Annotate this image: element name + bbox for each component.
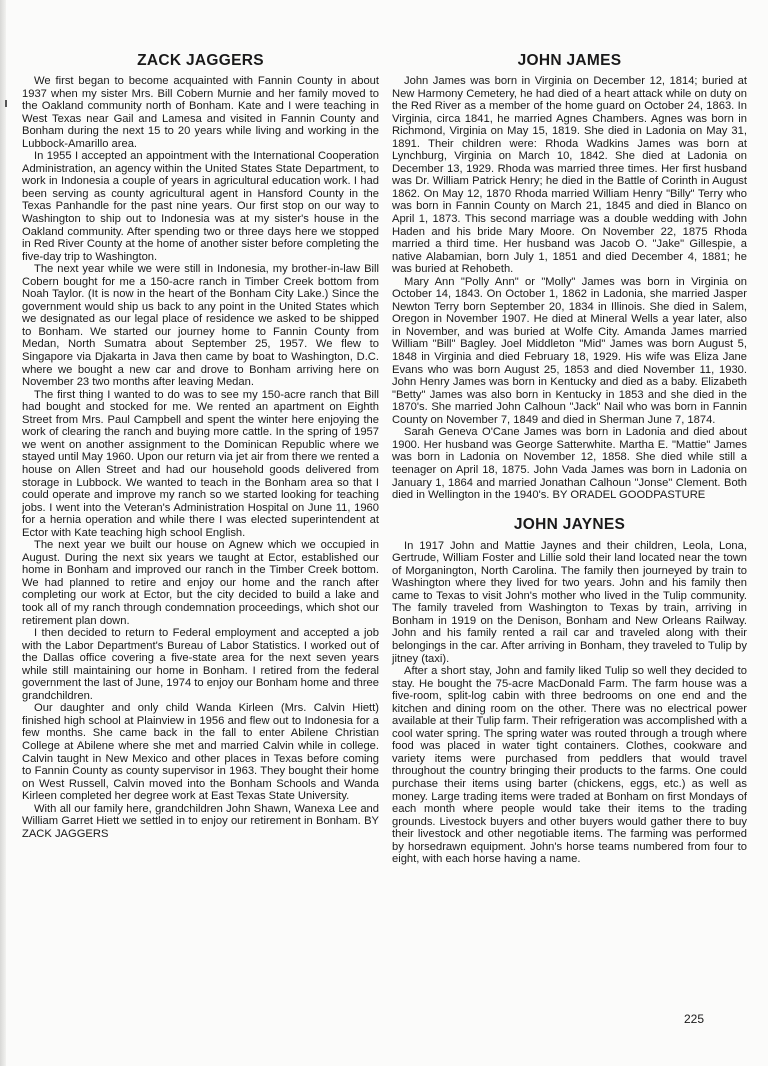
left-column: [22, 52, 379, 840]
article-title-john-jaynes: JOHN JAYNES: [513, 515, 626, 533]
paragraph: In 1917 John and Mattie Jaynes and their children, Leola, Lona, Gertrude, William Foster and Lillie sold their land located near the town of Morganington, North Carolina. The family then journeyed by train to Washington where they lived for two years. John and his family then came to Texas to visit John's mother who lived in the Tulip community. The family traveled from Washington to Texas by train, arriving in Bonham in 1919 on the Denison, Bonham and New Orleans Railway. John and his family rented a rail car and traveled along with their belongings in the car. After arriving in Bonham, they traveled to Tulip by jitney (taxi).: [392, 539, 747, 665]
paragraph-byline: Sarah Geneva O'Cane James was born in Ladonia and died about 1900. Her husband was George Satterwhite. Martha E. "Mattie" James was born in Ladonia on November 12, 1858. She died while still a teenager on April 18, 1875. John Vada James was born in Ladonia on January 1, 1864 and married Jonathan Calhoun "Jonse" Clement. Both died in Wellington in the 1940's. BY ORADEL GOODPASTURE: [392, 426, 747, 502]
scan-edge-shadow: [0, 0, 6, 1066]
article-title-zack-jaggers: ZACK JAGGERS: [137, 52, 264, 69]
right-column: [392, 52, 747, 866]
page-number: 225: [684, 1012, 705, 1026]
paragraph: The next year while we were still in Indonesia, my brother-in-law Bill Cobern bought for me a 150-acre ranch in Timber Creek bottom from Noah Taylor. (It is now in the heart of the Bonham City Lake.) Since the government would ship us back to any point in the United States which we designated as our legal place of residence we asked to be shipped to Bonham. We started our journey home to Fannin County from Medan, North Sumatra about September 25, 1957. We flew to Singapore via Djakarta in Java then came by boat to Washington, D.C. where we bought a new car and drove to Bonham arriving here on November 23 two months after leaving Medan.: [22, 263, 379, 389]
paragraph-byline: With all our family here, grandchildren John Shawn, Wanexa Lee and William Garret Hiett we settled in to enjoy our retirement in Bonham. BY ZACK JAGGERS: [22, 802, 379, 840]
paragraph: Our daughter and only child Wanda Kirleen (Mrs. Calvin Hiett) finished high school at Plainview in 1956 and flew out to Indonesia for a few months. She came back in the fall to enter Abilene Christian College at Abilene where she met and married Calvin while in college. Calvin taught in New Mexico and other places in Texas before coming to Fannin County as county supervisor in 1963. They bought their home on West Russell, Calvin moved into the Bonham Schools and Wanda Kirleen completed her degree work at East Texas State University.: [22, 702, 379, 803]
margin-mark: [5, 100, 7, 107]
paragraph: The first thing I wanted to do was to see my 150-acre ranch that Bill had bought and stocked for me. We rented an apartment on Eighth Street from Mrs. Paul Campbell and spent the winter here enjoying the work of clearing the ranch and buying more cattle. In the spring of 1957 we went on another assignment to the Dominican Republic where we stayed until May 1960. Upon our return via jet air from there we rented a house on Allen Street and had our household goods delivered from storage in Lubbock. We wanted to teach in the Bonham area so that I could operate and improve my ranch so we started looking for teaching jobs. I went into the Veteran's Administration Hospital on June 11, 1960 for a hernia operation and while there I was elected superintendent at Ector with Kate teaching high school English.: [22, 388, 379, 539]
paragraph: Mary Ann "Polly Ann" or "Molly" James was born in Virginia on October 14, 1843. On October 1, 1862 in Ladonia, she married Jasper Newton Terry born September 20, 1834 in Illinois. She died in Salem, Oregon in November 1907. He died at Mineral Wells a year later, also in November, and was buried at Wolfe City. Amanda James married William "Bill" Bagley. Joel Middleton "Mid" James was born August 5, 1848 in Virginia and died February 18, 1929. His wife was Eliza Jane Evans who was born August 25, 1853 and died November 11, 1930. John Henry James was born in Kentucky and died as a baby. Elizabeth "Betty" James was also born in Kentucky in 1853 and she died in the 1870's. She married John Calhoun "Jack" Nail who was born in Fannin County on November 7, 1849 and died in Sherman June 7, 1874.: [392, 275, 747, 426]
article-title-john-james: JOHN JAMES: [517, 52, 622, 69]
paragraph: In 1955 I accepted an appointment with the International Cooperation Administration, an agency within the United States State Department, to work in Indonesia a couple of years in agricultural education work. I had been serving as county agricultural agent in Hansford County in the Texas Panhandle for the past nine years. Our first stop on our way to Washington to ship out to Indonesia was at my sister's house in the Oakland community. After spending two or three days here we stopped in Red River County at the home of another sister before completing the five-day trip to Washington.: [22, 150, 379, 263]
paragraph: The next year we built our house on Agnew which we occupied in August. During the next six years we taught at Ector, established our home in Bonham and improved our ranch in the Timber Creek bottom. We had planned to retire and enjoy our home and the ranch after completing our work at Ector, but the city decided to build a lake and took all of my ranch through condemnation proceedings, which shot our retirement plan down.: [22, 539, 379, 627]
paragraph: John James was born in Virginia on December 12, 1814; buried at New Harmony Cemetery, he had died of a heart attack while on duty on the Red River as a member of the home guard on October 24, 1863. In Virginia, circa 1841, he married Agnes Chambers. Agnes was born in Richmond, Virginia on May 15, 1819. She died in Ladonia on May 31, 1891. Their children were: Rhoda Wadkins James was born at Lynchburg, Virginia on March 10, 1842. She died at Ladonia on December 13, 1929. Rhoda was married three times. Her first husband was Dr. William Patrick Henry; he died in the Battle of Corinth in August 1862. On May 12, 1870 Rhoda married William Henry "Billy" Terry who was born in Fannin County on March 21, 1845 and died in Blanco on April 1, 1873. This second marriage was a double wedding with John Haden and his bride Mary Moore. On November 22, 1875 Rhoda married a third time. Her husband was Jacob O. "Jake" Gillespie, a native Alabamian, born July 1, 1851 and died December 4, 1881; he was buried at Rehobeth.: [392, 75, 747, 276]
paragraph: I then decided to return to Federal employment and accepted a job with the Labor Department's Bureau of Labor Statistics. I worked out of the Dallas office covering a five-state area for the next seven years while still maintaining our home in Bonham. I retired from the federal government the last of June, 1974 to enjoy our Bonham home and three grandchildren.: [22, 627, 379, 702]
paragraph: After a short stay, John and family liked Tulip so well they decided to stay. He bought the 75-acre MacDonald Farm. The farm house was a five-room, split-log cabin with three bedrooms on one end and the kitchen and dining room on the other. There was no electrical power available at their Tulip farm. Their refrigeration was accomplished with a cool water spring. The spring water was routed through a trough where food was placed in water tight containers. Clothes, cookware and variety items were purchased from peddlers that would travel throughout the country bringing their products to the farms. One could purchase their items using barter (chickens, eggs, etc.) as well as money. Large trading items were traded at Bonham on first Mondays of each month where people would take their items to the trading grounds. Livestock buyers and other buyers would gather there to buy their livestock and other negotiable items. The farming was performed by horsedrawn equipment. John's horse teams numbered from four to eight, with each horse having a name.: [392, 665, 747, 866]
paragraph: We first began to become acquainted with Fannin County in about 1937 when my sister Mrs. Bill Cobern Murnie and her family moved to the Oakland community north of Bonham. Kate and I were teaching in West Texas near Gail and Lamesa and visited in Fannin County and Bonham during the next 15 to 20 years while living and working in the Lubbock-Amarillo area.: [22, 75, 379, 150]
